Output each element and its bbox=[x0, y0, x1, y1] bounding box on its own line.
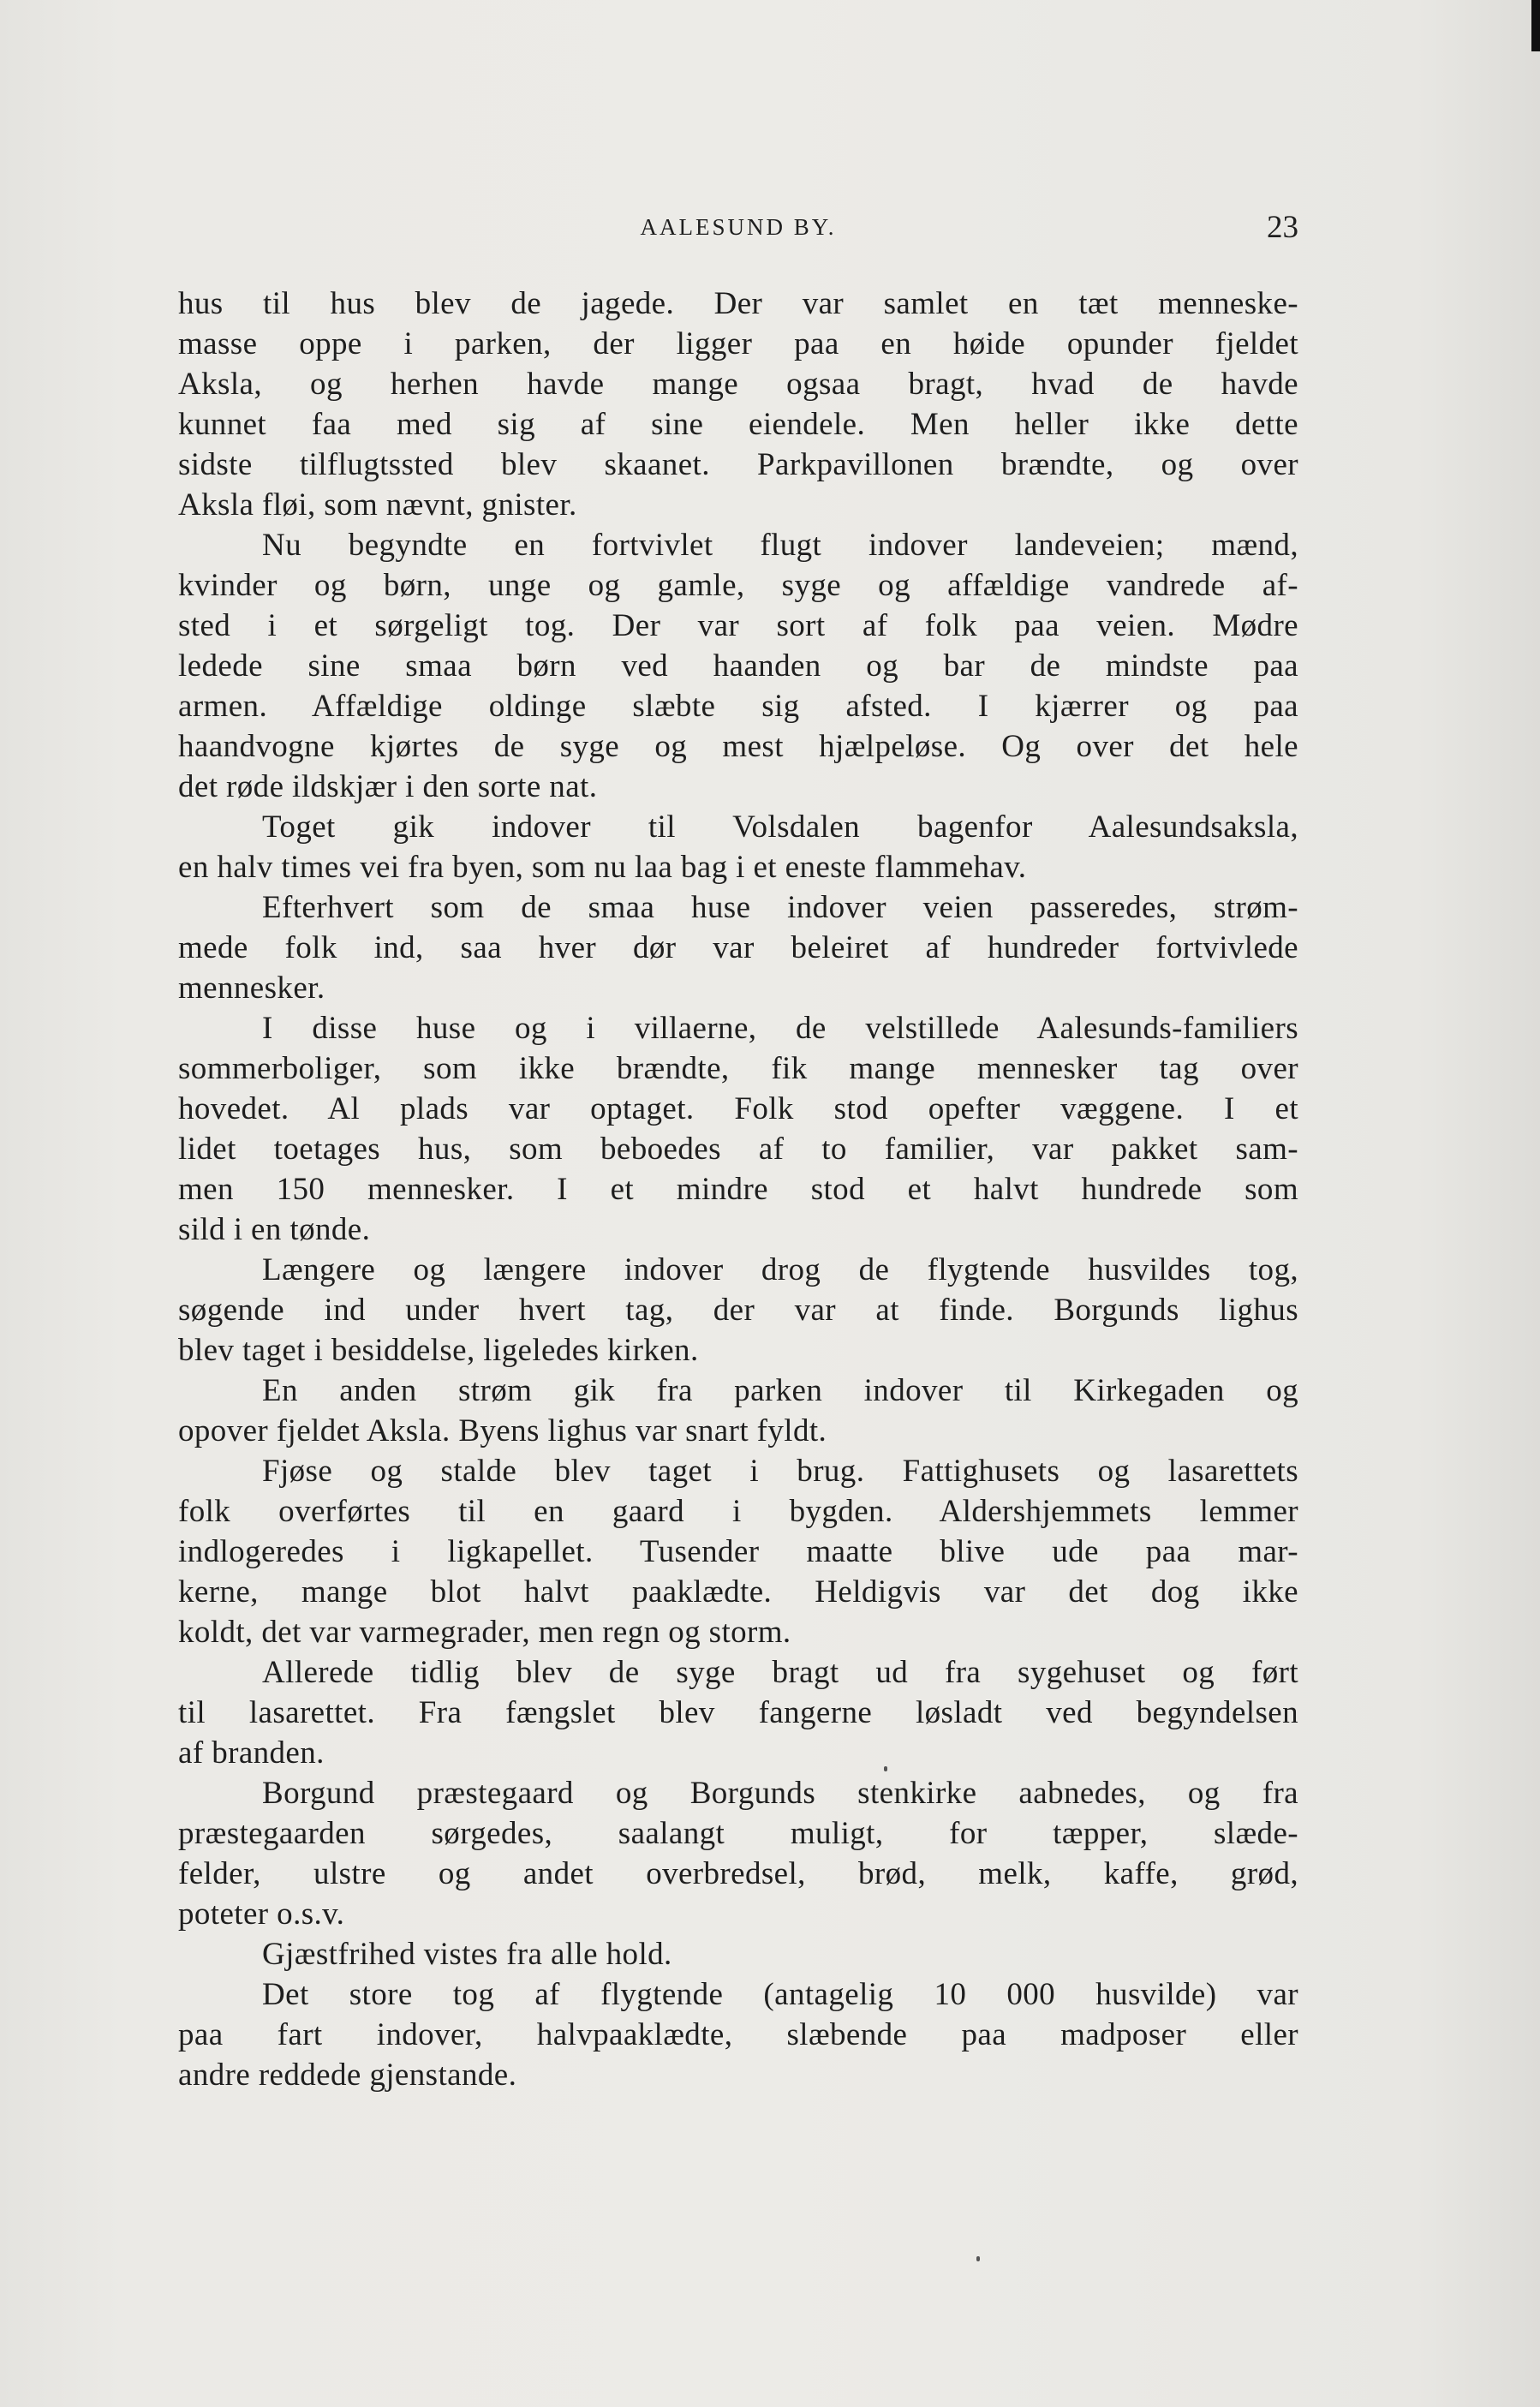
text-line: sted i et sørgeligt tog. Der var sort af folk paa veien. Mødre bbox=[178, 608, 1298, 643]
text-line: en halv times vei fra byen, som nu laa bag i et eneste flammehav. bbox=[178, 850, 1027, 885]
text-line: I disse huse og i villaerne, de velstillede Aalesunds-familiers bbox=[262, 1011, 1298, 1046]
text-line: koldt, det var varmegrader, men regn og storm. bbox=[178, 1615, 791, 1650]
text-line: Aksla fløi, som nævnt, gnister. bbox=[178, 487, 577, 523]
text-line: hus til hus blev de jagede. Der var samlet en tæt menneske- bbox=[178, 286, 1298, 321]
text-line: felder, ulstre og andet overbredsel, brød, melk, kaffe, grød, bbox=[178, 1856, 1298, 1891]
text-line: lidet toetages hus, som beboedes af to familier, var pakket sam- bbox=[178, 1132, 1298, 1167]
text-line: Længere og længere indover drog de flygtende husvildes tog, bbox=[262, 1252, 1298, 1287]
text-line: Toget gik indover til Volsdalen bagenfor Aalesundsaksla, bbox=[262, 809, 1298, 845]
text-line: Borgund præstegaard og Borgunds stenkirke aabnedes, og fra bbox=[262, 1776, 1298, 1811]
text-line: armen. Affældige oldinge slæbte sig afsted. I kjærrer og paa bbox=[178, 689, 1298, 724]
text-line: præstegaarden sørgedes, saalangt muligt, for tæpper, slæde- bbox=[178, 1816, 1298, 1851]
text-line: Nu begyndte en fortvivlet flugt indover landeveien; mænd, bbox=[262, 528, 1298, 563]
text-line: kunnet faa med sig af sine eiendele. Men heller ikke dette bbox=[178, 407, 1298, 442]
text-line: kerne, mange blot halvt paaklædte. Heldigvis var det dog ikke bbox=[178, 1574, 1298, 1610]
text-line: men 150 mennesker. I et mindre stod et halvt hundrede som bbox=[178, 1172, 1298, 1207]
text-line: sidste tilflugtssted blev skaanet. Parkpavillonen brændte, og over bbox=[178, 447, 1298, 482]
text-line: Det store tog af flygtende (antagelig 10 000 husvilde) var bbox=[262, 1977, 1298, 2012]
text-line: andre reddede gjenstande. bbox=[178, 2058, 517, 2093]
text-line: paa fart indover, halvpaaklædte, slæbende paa madposer eller bbox=[178, 2017, 1298, 2052]
text-line: Aksla, og herhen havde mange ogsaa bragt, hvad de havde bbox=[178, 367, 1298, 402]
body-text bbox=[178, 284, 1298, 2095]
text-line: masse oppe i parken, der ligger paa en høide opunder fjeldet bbox=[178, 326, 1298, 361]
text-line: opover fjeldet Aksla. Byens lighus var snart fyldt. bbox=[178, 1413, 827, 1448]
text-line: mennesker. bbox=[178, 971, 325, 1006]
text-line: poteter o.s.v. bbox=[178, 1896, 345, 1932]
text-line: Fjøse og stalde blev taget i brug. Fattighusets og lasarettets bbox=[262, 1454, 1298, 1489]
text-line: hovedet. Al plads var optaget. Folk stod opefter væggene. I et bbox=[178, 1091, 1298, 1126]
text-line: ledede sine smaa børn ved haanden og bar de mindste paa bbox=[178, 648, 1298, 684]
text-line: sild i en tønde. bbox=[178, 1212, 371, 1247]
paper-speck bbox=[976, 2256, 980, 2261]
text-line: sommerboliger, som ikke brændte, fik mange mennesker tag over bbox=[178, 1051, 1298, 1086]
text-line: Allerede tidlig blev de syge bragt ud fra sygehuset og ført bbox=[262, 1655, 1298, 1690]
text-line: Efterhvert som de smaa huse indover veien passeredes, strøm- bbox=[262, 890, 1298, 925]
text-line: En anden strøm gik fra parken indover til Kirkegaden og bbox=[262, 1373, 1298, 1408]
page-number: 23 bbox=[1267, 210, 1298, 245]
text-line: folk overførtes til en gaard i bygden. Aldershjemmets lemmer bbox=[178, 1494, 1298, 1529]
text-line: Gjæstfrihed vistes fra alle hold. bbox=[262, 1937, 672, 1972]
text-line: kvinder og børn, unge og gamle, syge og affældige vandrede af- bbox=[178, 568, 1298, 603]
text-line: af branden. bbox=[178, 1735, 325, 1771]
running-head: AALESUND BY. bbox=[640, 214, 837, 240]
text-line: blev taget i besiddelse, ligeledes kirken. bbox=[178, 1333, 699, 1368]
page-header bbox=[178, 206, 1298, 248]
text-line: mede folk ind, saa hver dør var beleiret af hundreder fortvivlede bbox=[178, 930, 1298, 965]
text-line: søgende ind under hvert tag, der var at finde. Borgunds lighus bbox=[178, 1293, 1298, 1328]
text-line: haandvogne kjørtes de syge og mest hjælpeløse. Og over det hele bbox=[178, 729, 1298, 764]
text-line: til lasarettet. Fra fængslet blev fangerne løsladt ved begyndelsen bbox=[178, 1695, 1298, 1730]
page-edge-mark bbox=[1531, 0, 1540, 51]
paper-speck bbox=[884, 1766, 887, 1771]
text-line: indlogeredes i ligkapellet. Tusender maatte blive ude paa mar- bbox=[178, 1534, 1298, 1569]
text-line: det røde ildskjær i den sorte nat. bbox=[178, 769, 598, 804]
